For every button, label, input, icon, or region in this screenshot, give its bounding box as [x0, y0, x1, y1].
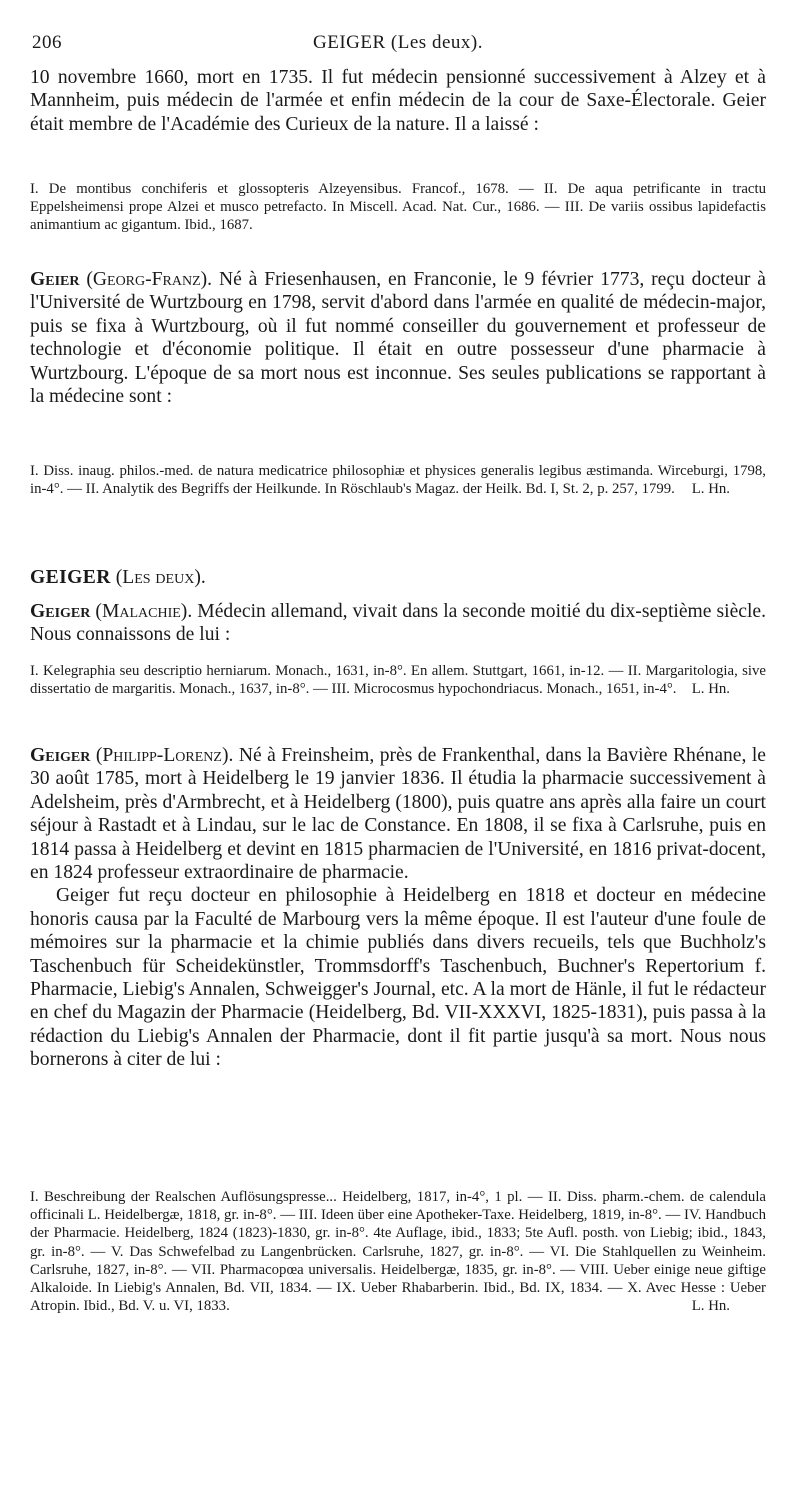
signature: L. Hn. — [691, 1298, 730, 1315]
entry-text: 10 novembre 1660, mort en 1735. Il fut médecin pensionné successivement à Alzey et à Mannheim, puis médecin de l'armée et enfin médecin de la cour de Saxe-Électorale. Geier était membre de l'Académie des Curieux de la nature. Il a laissé : — [30, 67, 766, 135]
heading-name: GEIGER — [30, 567, 111, 588]
entry-text: Médecin allemand, vivait dans la seconde moitié du dix-septième siècle. Nous connaissons de lui : — [30, 601, 767, 646]
entry-geier-works — [30, 180, 766, 235]
entry-geiger-malachie — [30, 600, 766, 647]
running-head — [30, 32, 766, 58]
works-list: I. De montibus conchiferis et glossopteris Alzeyensibus. Francof., 1678. — II. De aqua petrificante in tractu Eppelsheimensi prope Alzei et musco petrefacto. In Miscell. Acad. Nat. Cur., 1686. — III. De variis ossibus lapidefactis animantium ac gigantum. Ibid., 1687. — [30, 181, 766, 234]
entry-geiger-philipp-works — [30, 1188, 766, 1315]
works-list: I. Beschreibung der Realschen Auflösungspresse... Heidelberg, 1817, in-4°, 1 pl. — II. Diss. pharm.-chem. de calendula officinali L. Heidelbergæ, 1818, gr. in-8°. — III. Ideen über eine Apotheker-Taxe. Heidelberg, 1819, in-8°. — IV. Handbuch der Pharmacie. Heidelberg, 1824 (1823)-1830, gr. in-8°. 4te Auflage, ibid., 1833; 5te Aufl. posth. von Liebig; ibid., 1843, gr. in-8°. — V. Das Schwefelbad zu Langenbrücken. Carlsruhe, 1827, gr. in-8°. — VI. Die Stahlquellen zu Weinheim. Carlsruhe, 1827, in-8°. — VII. Pharmacopœa universalis. Heidelbergæ, 1835, gr. in-8°. — VIII. Ueber einige neue giftige Alkaloide. In Liebig's Annalen, Bd. VII, 1834. — IX. Ueber Rhabarberin. Ibid., Bd. IX, 1834. — X. Avec Hesse : Ueber Atropin. Ibid., Bd. V. u. VI, 1833. — [30, 1189, 766, 1315]
entry-geiger-malachie-works — [30, 662, 766, 698]
entry-forename: (Philipp-Lorenz). — [95, 745, 234, 766]
entry-text-paragraph-2: Geiger fut reçu docteur en philosophie à Heidelberg en 1818 et docteur en médecine honoris causa par la Faculté de Marbourg vers la même époque. Il est l'auteur d'une foule de mémoires sur la pharmacie et la chimie publiés dans divers recueils, tels que Buchholz's Taschenbuch für Scheidekünstler, Trommsdorff's Taschenbuch, Buchner's Repertorium f. Pharmacie, Liebig's Annalen, Schweigger's Journal, etc. A la mort de Hänle, il fut le rédacteur en chef du Magazin der Pharmacie (Heidelberg, Bd. VII-XXXVI, 1825-1831), puis passa à la rédaction du Liebig's Annalen der Pharmacie, dont il fit partie jusqu'à sa mort. Nous nous bornerons à citer de lui : — [30, 885, 766, 1071]
entry-name: Geier — [30, 269, 80, 290]
signature: L. Hn. — [691, 681, 730, 698]
entry-forename: (Malachie). — [95, 601, 193, 622]
entry-geier-georg-works — [30, 462, 766, 498]
works-list: I. Kelegraphia seu descriptio herniarum. Monach., 1631, in-8°. En allem. Stuttgart, 1661, in-12. — II. Margaritologia, sive dissertatio de margaritis. Monach., 1637, in-8°. — III. Microcosmus hypochondriacus. Monach., 1651, in-4°. — [30, 663, 766, 698]
heading-rest: (Les deux). — [115, 567, 206, 588]
entry-geier-continuation — [30, 66, 766, 136]
entry-text: Né à Friesenhausen, en Franconie, le 9 février 1773, reçu docteur à l'Université de Wurtzbourg en 1798, servit d'abord dans l'armée en qualité de médecin-major, puis se fixa à Wurtzbourg, où il fut nommé conseiller du gouvernement et professeur de technologie et d'économie politique. Il était en outre possesseur d'une pharmacie à Wurtzbourg. L'époque de sa mort nous est inconnue. Ses seules publications se rapportant à la médecine sont : — [30, 269, 766, 408]
page-number: 206 — [32, 32, 62, 53]
entry-text: Né à Freinsheim, près de Frankenthal, dans la Bavière Rhénane, le 30 août 1785, mort à Heidelberg le 19 janvier 1836. Il étudia la pharmacie successivement à Adelsheim, près d'Armbrecht, et à Heidelberg (1800), puis quatre ans après alla faire un court séjour à Rastadt et à Lindau, sur le lac de Constance. En 1808, il se fixa à Carlsruhe, puis en 1814 passa à Heidelberg et devint en 1815 pharmacien de l'Université, en 1816 privat-docent, en 1824 professeur extraordinaire de pharmacie. — [30, 745, 766, 884]
entry-geier-georg-franz — [30, 268, 766, 408]
entry-geiger-philipp-lorenz — [30, 744, 766, 1072]
section-heading — [30, 566, 766, 589]
running-title: GEIGER (Les deux). — [313, 32, 483, 53]
entry-forename: (Georg-Franz). — [86, 269, 213, 290]
signature: L. Hn. — [691, 481, 730, 498]
entry-name: Geiger — [30, 601, 91, 622]
works-list: I. Diss. inaug. philos.-med. de natura medicatrice philosophiæ et physices generalis legibus æstimanda. Wirceburgi, 1798, in-4°. — II. Analytik des Begriffs der Heilkunde. In Röschlaub's Magaz. der Heilk. Bd. I, St. 2, p. 257, 1799. — [30, 463, 766, 498]
entry-name: Geiger — [30, 745, 91, 766]
